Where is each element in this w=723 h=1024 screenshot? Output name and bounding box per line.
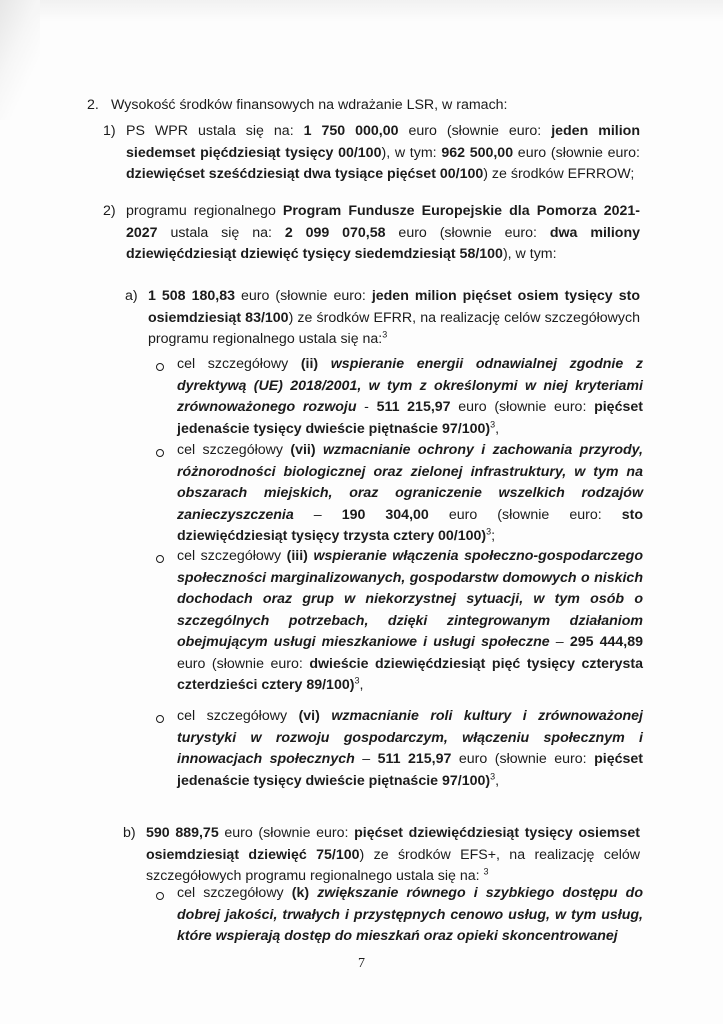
bullet-b1-icon (156, 892, 164, 900)
bullet-a4-icon (156, 715, 164, 723)
bullet-b1-paragraph: cel szczegółowy (k) zwiększanie równego i szybkiego dostępu do dobrej jakości, trwałych i przystępnych cenowo usług, w tym usług, które wspierają dostęp do mieszkań oraz opieki skoncentrowanej (177, 885, 644, 944)
bullet-a3-paragraph: cel szczegółowy (iii) wspieranie włączenia społeczno-gospodarczego społeczności marginalizowanych, gospodarstw domowych o niskich dochodach oraz grup w niekorzystnej sytuacji, w tym osób o szczególnych potrzebach, dzięki zintegrowanym działaniom obejmującym usługi mieszkaniowe i usługi społeczne – 295 444,89 euro (słownie euro: dwieście dziewięćdziesiąt pięć tysięcy czterysta czterdzieści cztery 89/100)$^3$, (177, 548, 644, 693)
sub-1-number: 1) (103, 123, 116, 139)
point-b-letter: b) (123, 825, 136, 841)
item-2-number: 2. (87, 97, 99, 113)
page-number: 7 (358, 956, 365, 971)
bullet-a2-icon (156, 449, 164, 457)
bullet-a4-paragraph: cel szczegółowy (vi) wzmacnianie roli kultury i zrównoważonej turystyki w rozwoju gospodarczym, włączeniu społecznym i innowacjach społecznych – 511 215,97 euro (słownie euro: pięćset jedenaście tysięcy dwieście piętnaście 97/100)$^3$, (177, 708, 643, 789)
item-2-text: Wysokość środków finansowych na wdrażanie LSR, w ramach: (111, 97, 508, 113)
bullet-a2-paragraph: cel szczegółowy (vii) wzmacnianie ochrony i zachowania przyrody, różnorodności biologicznej oraz zielonej infrastruktury, w tym na obszarach miejskich, oraz ograniczenie wszelkich rodzajów zanieczyszczenia – 190 304,00 euro (słownie euro: sto dziewięćdziesiąt tysięcy trzysta cztery 00/100)$^3$; (177, 442, 643, 544)
sub-2-number: 2) (103, 203, 116, 219)
point-a-letter: a) (125, 288, 138, 304)
bullet-a1-icon (156, 363, 164, 371)
item-2-heading (111, 95, 641, 117)
scan-corner-shadow (0, 0, 40, 120)
point-b-paragraph: 590 889,75 euro (słownie euro: pięćset dziewięćdziesiąt tysięcy osiemset osiemdziesiąt dziewięć 75/100) ze środków EFS+, na realizację celów szczegółowych programu regionalnego ustala się na: $^3$ (146, 825, 641, 884)
bullet-a3-icon (156, 555, 164, 563)
point-a-paragraph: 1 508 180,83 euro (słownie euro: jeden milion pięćset osiem tysięcy sto osiemdziesiąt 83/100) ze środków EFRR, na realizację celów szczegółowych programu regionalnego ustala się na:$^3$ (148, 288, 640, 347)
sub-1-paragraph: PS WPR ustala się na: 1 750 000,00 euro (słownie euro: jeden milion siedemset pięćdziesiąt tysięcy 00/100), w tym: 962 500,00 euro (słownie euro: dziewięćset sześćdziesiąt dwa tysiące pięćset 00/100) ze środków EFRROW; (126, 123, 640, 182)
scan-edge (0, 0, 723, 22)
bullet-a1-paragraph: cel szczegółowy (ii) wspieranie energii odnawialnej zgodnie z dyrektywą (UE) 2018/2001, w tym z określonymi w niej kryteriami zrównoważonego rozwoju - 511 215,97 euro (słownie euro: pięćset jedenaście tysięcy dwieście piętnaście 97/100)$^3$, (177, 356, 643, 437)
sub-2-paragraph: programu regionalnego Program Fundusze Europejskie dla Pomorza 2021-2027 ustala się na: 2 099 070,58 euro (słownie euro: dwa miliony dziewięćdziesiąt dziewięć tysięcy siedemdziesiąt 58/100), w tym: (126, 203, 640, 262)
